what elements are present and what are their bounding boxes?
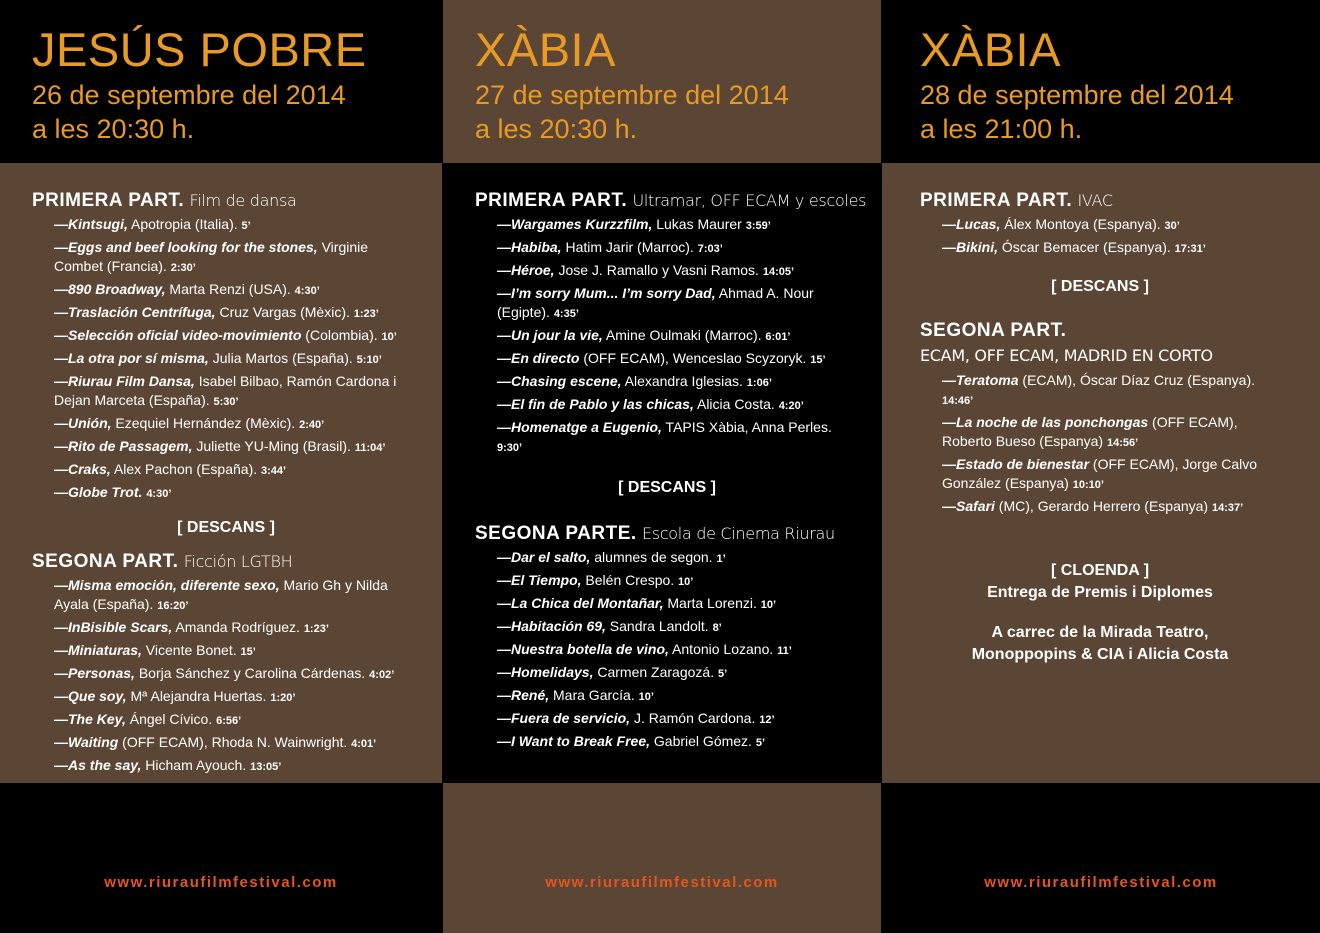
film-title: —Eggs and beef looking for the stones, (54, 239, 318, 255)
film-title: —Wargames Kurzzfilm, (497, 216, 653, 232)
film-credits: Virginie Combet (Francia). (54, 239, 369, 274)
film-duration: 12’ (759, 714, 775, 726)
film-duration: 14:05’ (762, 266, 795, 278)
film-entry (497, 594, 859, 615)
film-credits: Julia Martos (España). (208, 350, 357, 366)
film-credits: Isabel Bilbao, Ramón Cardona i Dejan Marceta (España). (54, 373, 397, 408)
event-date: 28 de septembre del 2014 (920, 80, 1234, 110)
film-title: —Misma emoción, diferente sexo, (54, 577, 280, 593)
film-credits: Alex Pachon (España). (110, 461, 262, 477)
film-entry (942, 455, 1280, 495)
film-title: —Un jour la vie, (497, 327, 603, 343)
film-entry (54, 710, 420, 731)
film-entry (497, 349, 859, 370)
film-duration: 15’ (240, 646, 256, 658)
program-jesus-pobre (0, 163, 442, 783)
film-credits: J. Ramón Cardona. (630, 710, 760, 726)
film-title: —Estado de bienestar (942, 456, 1090, 472)
film-duration: 9:30’ (497, 442, 523, 454)
film-duration: 30’ (1164, 220, 1180, 232)
film-entry (942, 238, 1280, 259)
part-two-subtitle: ECAM, OFF ECAM, MADRID EN CORTO (920, 346, 1213, 365)
film-title: —Waiting (54, 734, 119, 750)
film-duration: 13:05’ (250, 761, 282, 773)
film-list (920, 215, 1280, 259)
film-credits: Jose J. Ramallo y Vasni Ramos. (554, 262, 763, 278)
film-credits: Mara García. (549, 687, 639, 703)
website-link[interactable]: www.riuraufilmfestival.com (104, 874, 338, 891)
film-duration: 1’ (716, 553, 726, 565)
film-duration: 2:40’ (299, 419, 325, 431)
film-duration: 3:59’ (745, 220, 771, 232)
film-duration: 4:02’ (369, 669, 395, 681)
film-duration: 17:31’ (1174, 243, 1206, 255)
film-list (475, 215, 859, 458)
part-one-title: PRIMERA PART. Ultramar, OFF ECAM y escoles (475, 190, 867, 211)
film-duration: 4:30’ (294, 285, 320, 297)
film-entry (497, 571, 859, 592)
film-credits: Borja Sánchez y Carolina Cárdenas. (134, 665, 370, 681)
film-title: —Teratoma (942, 372, 1019, 388)
film-entry (54, 733, 420, 754)
film-duration: 1:06’ (746, 377, 772, 389)
footer-panel (0, 783, 442, 933)
film-duration: 5:30’ (213, 396, 239, 408)
film-duration: 4:30’ (146, 488, 172, 500)
film-title: —En directo (497, 350, 580, 366)
film-entry (497, 284, 859, 324)
film-credits: Mª Alejandra Huertas. (126, 688, 271, 704)
film-credits: Carmen Zaragozá. (593, 664, 718, 680)
website-link[interactable]: www.riuraufilmfestival.com (545, 874, 779, 891)
film-duration: 8’ (712, 622, 722, 634)
film-title: —El fin de Pablo y las chicas, (497, 396, 694, 412)
film-entry (54, 618, 420, 639)
film-entry (54, 687, 420, 708)
film-entry (54, 280, 420, 301)
film-duration: 15’ (810, 354, 826, 366)
film-entry (54, 460, 420, 481)
header-xabia-27 (443, 0, 881, 163)
film-credits: Hatim Jarir (Marroc). (561, 239, 698, 255)
film-title: —Habitación 69, (497, 618, 606, 634)
film-entry (54, 349, 420, 370)
header-jesus-pobre (0, 0, 442, 163)
film-entry (497, 261, 859, 282)
film-entry (54, 664, 420, 685)
film-duration: 10’ (381, 331, 397, 343)
film-duration: 14:56’ (1106, 437, 1139, 449)
film-entry (497, 732, 859, 753)
program-xabia-27 (443, 163, 881, 783)
film-title: —Selección oficial video-movimiento (54, 327, 302, 343)
film-title: —InBisible Scars, (54, 619, 173, 635)
film-entry (54, 483, 420, 504)
film-credits: Mario Gh y Nilda Ayala (España). (54, 577, 388, 612)
film-title: —Craks, (54, 461, 111, 477)
closing-ceremony (920, 560, 1280, 666)
film-duration: 7:03’ (697, 243, 723, 255)
film-title: —Homelidays, (497, 664, 594, 680)
film-credits: Belén Crespo. (581, 572, 679, 588)
film-duration: 10’ (678, 576, 694, 588)
film-credits: Sandra Landolt. (605, 618, 713, 634)
event-date: 26 de septembre del 2014 (32, 80, 346, 110)
film-title: —890 Broadway, (54, 281, 166, 297)
film-duration: 14:37’ (1211, 502, 1244, 514)
film-entry (497, 548, 859, 569)
film-title: —Que soy, (54, 688, 127, 704)
film-duration: 3:44’ (261, 465, 287, 477)
venue-title: XÀBIA (920, 23, 1061, 76)
film-credits: Antonio Lozano. (668, 641, 778, 657)
film-credits: Lukas Maurer (652, 216, 746, 232)
film-list (32, 215, 420, 504)
film-credits: Álex Montoya (Espanya). (1000, 216, 1165, 232)
film-credits: (Colombia). (301, 327, 382, 343)
film-entry (497, 686, 859, 707)
part-two-title: SEGONA PART. Ficción LGTBH (32, 551, 293, 572)
film-title: —Homenatge a Eugenio, (497, 419, 662, 435)
film-credits: Juliette YU-Ming (Brasil). (192, 438, 355, 454)
film-credits: Marta Renzi (USA). (165, 281, 295, 297)
film-title: —Unión, (54, 415, 112, 431)
film-entry (497, 215, 859, 236)
film-credits: Apotropia (Italia). (127, 216, 242, 232)
film-credits: (OFF ECAM), Rhoda N. Wainwright. (118, 734, 352, 750)
film-duration: 10’ (760, 599, 777, 611)
film-title: —Chasing escene, (497, 373, 622, 389)
film-title: —La noche de las ponchongas (942, 414, 1149, 430)
film-title: —Lucas, (942, 216, 1001, 232)
film-title: —Dar el salto, (497, 549, 591, 565)
film-credits: Vicente Bonet. (141, 642, 241, 658)
film-duration: 16:20’ (157, 600, 189, 612)
film-entry (54, 372, 420, 412)
closing-title: [ CLOENDA ] (1050, 562, 1150, 579)
film-title: —Rito de Passagem, (54, 438, 193, 454)
film-duration: 6:56’ (216, 715, 242, 727)
film-entry (942, 215, 1280, 236)
event-date: 27 de septembre del 2014 (475, 80, 789, 110)
film-entry (497, 640, 859, 661)
film-duration: 4:35’ (553, 308, 579, 320)
film-credits: Ezequiel Hernández (Mèxic). (111, 415, 300, 431)
film-duration: 11’ (777, 645, 792, 657)
film-entry (497, 709, 859, 730)
film-duration: 1:20’ (270, 692, 296, 704)
film-duration: 6:01’ (765, 331, 791, 343)
film-entry (497, 372, 859, 393)
closing-performers: A carrec de la Mirada Teatro, (991, 624, 1209, 641)
footer-panel (443, 783, 881, 933)
event-time: a les 20:30 h. (32, 114, 195, 144)
film-entry (942, 497, 1280, 518)
film-title: —Nuestra botella de vino, (497, 641, 669, 657)
film-credits: (OFF ECAM), Wenceslao Scyzoryk. (579, 350, 811, 366)
film-entry (54, 303, 420, 324)
film-entry (54, 414, 420, 435)
film-credits: alumnes de segon. (590, 549, 717, 565)
film-entry (54, 641, 420, 662)
film-title: —I’m sorry Mum... I’m sorry Dad, (497, 285, 716, 301)
film-duration: 10:10’ (1072, 479, 1104, 491)
part-two-title: SEGONA PARTE. Escola de Cinema Riurau (475, 523, 835, 544)
film-entry (497, 418, 859, 458)
film-list (32, 576, 420, 800)
film-title: —Riurau Film Dansa, (54, 373, 195, 389)
film-entry (942, 371, 1280, 411)
film-title: —As the say, (54, 757, 142, 773)
film-duration: 5’ (241, 220, 251, 232)
film-title: —Fuera de servicio, (497, 710, 631, 726)
film-entry (54, 756, 420, 777)
part-two-title: SEGONA PART. (920, 320, 1067, 341)
film-entry (54, 215, 420, 236)
film-title: —Personas, (54, 665, 135, 681)
film-title: —Héroe, (497, 262, 555, 278)
film-credits: Amanda Rodríguez. (172, 619, 304, 635)
intermission-label: [ DESCANS ] (618, 479, 716, 496)
venue-title: XÀBIA (475, 23, 616, 76)
film-credits: TAPIS Xàbia, Anna Perles. (661, 419, 832, 435)
film-credits: Óscar Bemacer (Espanya). (998, 239, 1175, 255)
film-entry (497, 663, 859, 684)
film-title: —Traslación Centrífuga, (54, 304, 216, 320)
film-title: —Habiba, (497, 239, 562, 255)
website-link[interactable]: www.riuraufilmfestival.com (984, 874, 1218, 891)
film-credits: Marta Lorenzi. (663, 595, 761, 611)
film-title: —The Key, (54, 711, 126, 727)
film-duration: 4:20’ (778, 400, 804, 412)
film-credits: Alexandra Iglesias. (621, 373, 747, 389)
film-title: —René, (497, 687, 550, 703)
footer-panel (882, 783, 1320, 933)
film-entry (497, 617, 859, 638)
film-entry (497, 395, 859, 416)
film-credits: Cruz Vargas (Mèxic). (215, 304, 354, 320)
film-duration: 5’ (755, 737, 766, 749)
film-credits: (OFF ECAM), Roberto Bueso (Espanya) (942, 414, 1238, 449)
film-credits: Amine Oulmaki (Marroc). (602, 327, 766, 343)
film-entry (497, 326, 859, 347)
film-duration: 5:10’ (356, 354, 382, 366)
film-entry (54, 576, 420, 616)
film-entry (497, 238, 859, 259)
film-credits: (ECAM), Óscar Díaz Cruz (Espanya). (1018, 372, 1256, 388)
film-duration: 10’ (638, 691, 654, 703)
film-credits: Gabriel Gómez. (650, 733, 756, 749)
film-credits: Alicia Costa. (693, 396, 779, 412)
intermission-label: [ DESCANS ] (177, 519, 275, 536)
closing-performers-2: Monoppopins & CIA i Alicia Costa (971, 646, 1229, 663)
film-entry (54, 437, 420, 458)
film-title: —Safari (942, 498, 995, 514)
film-credits: (OFF ECAM), Jorge Calvo González (Espanya) (942, 456, 1258, 491)
film-duration: 1:23’ (303, 623, 329, 635)
event-time: a les 20:30 h. (475, 114, 638, 144)
film-title: —Miniaturas, (54, 642, 142, 658)
film-duration: 4:01’ (351, 738, 377, 750)
venue-title: JESÚS POBRE (32, 23, 367, 76)
film-duration: 2:30’ (170, 262, 196, 274)
film-title: —Kintsugi, (54, 216, 128, 232)
film-duration: 14:46’ (942, 395, 974, 407)
event-time: a les 21:00 h. (920, 114, 1083, 144)
header-xabia-28 (882, 0, 1320, 163)
film-credits: (MC), Gerardo Herrero (Espanya) (994, 498, 1212, 514)
film-list (920, 371, 1280, 518)
film-credits: Ahmad A. Nour (Egipte). (497, 285, 814, 320)
film-title: —I Want to Break Free, (497, 733, 651, 749)
part-one-title: PRIMERA PART. IVAC (920, 190, 1113, 211)
closing-awards: Entrega de Premis i Diplomes (987, 584, 1213, 601)
film-list (475, 548, 859, 753)
part-one-title: PRIMERA PART. Film de dansa (32, 190, 297, 211)
film-duration: 1:23’ (353, 308, 379, 320)
film-title: —El Tiempo, (497, 572, 582, 588)
film-title: —La otra por sí misma, (54, 350, 209, 366)
film-duration: 11:04’ (354, 442, 386, 454)
film-duration: 5’ (717, 668, 728, 680)
film-entry (54, 238, 420, 278)
film-title: —Globe Trot. (54, 484, 143, 500)
film-title: —Bikini, (942, 239, 999, 255)
film-entry (942, 413, 1280, 453)
film-title: —La Chica del Montañar, (497, 595, 664, 611)
film-credits: Ángel Cívico. (125, 711, 217, 727)
film-entry (54, 326, 420, 347)
film-credits: Hicham Ayouch. (141, 757, 251, 773)
intermission-label: [ DESCANS ] (1051, 278, 1149, 295)
program-xabia-28 (882, 163, 1320, 783)
